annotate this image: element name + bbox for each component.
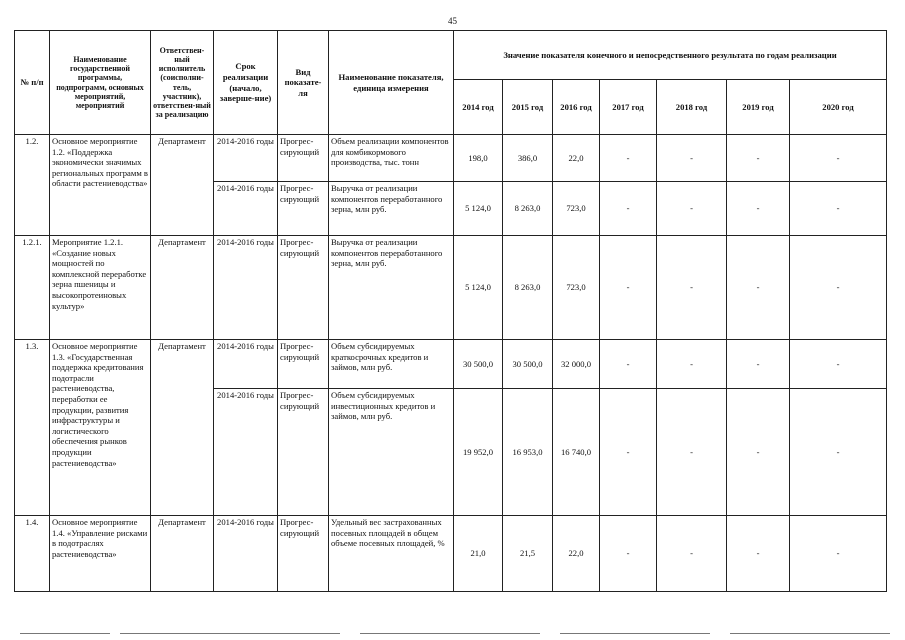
value-cell: - bbox=[790, 236, 887, 340]
row-period: 2014-2016 годы bbox=[214, 236, 278, 340]
row-executor: Департамент bbox=[151, 135, 214, 236]
value-cell: - bbox=[727, 135, 790, 182]
value-cell: 723,0 bbox=[553, 236, 600, 340]
header-values-group: Значение показателя конечного и непосредственного результата по годам реализации bbox=[454, 31, 887, 80]
row-type: Прогрес-сирующий bbox=[278, 236, 329, 340]
row-type: Прогрес-сирующий bbox=[278, 182, 329, 236]
value-cell: 22,0 bbox=[553, 135, 600, 182]
header-year: 2020 год bbox=[790, 80, 887, 135]
value-cell: - bbox=[727, 236, 790, 340]
value-cell: 19 952,0 bbox=[454, 389, 503, 516]
row-type: Прогрес-сирующий bbox=[278, 516, 329, 592]
value-cell: - bbox=[657, 389, 727, 516]
value-cell: 723,0 bbox=[553, 182, 600, 236]
value-cell: - bbox=[727, 182, 790, 236]
row-period: 2014-2016 годы bbox=[214, 389, 278, 516]
value-cell: 30 500,0 bbox=[503, 340, 553, 389]
header-year: 2018 год bbox=[657, 80, 727, 135]
row-indicator: Объем субсидируемых инвестиционных кредитов и займов, млн руб. bbox=[329, 389, 454, 516]
row-program: Основное мероприятие 1.4. «Управление рисками в подотраслях растениеводства» bbox=[50, 516, 151, 592]
value-cell: - bbox=[657, 236, 727, 340]
value-cell: 5 124,0 bbox=[454, 236, 503, 340]
value-cell: - bbox=[790, 340, 887, 389]
table-row bbox=[15, 516, 887, 592]
header-year: 2015 год bbox=[503, 80, 553, 135]
table-row bbox=[15, 236, 887, 340]
table-row bbox=[15, 135, 887, 182]
header-indicator: Наименование показателя, единица измерения bbox=[329, 31, 454, 135]
indicator-table bbox=[14, 30, 887, 592]
value-cell: 16 953,0 bbox=[503, 389, 553, 516]
row-indicator: Объем реализации компонентов для комбикормового производства, тыс. тонн bbox=[329, 135, 454, 182]
row-type: Прогрес-сирующий bbox=[278, 135, 329, 182]
value-cell: 22,0 bbox=[553, 516, 600, 592]
row-program: Мероприятие 1.2.1. «Создание новых мощностей по комплексной переработке зерна пшеницы и высокопротеиновых культур» bbox=[50, 236, 151, 340]
value-cell: - bbox=[600, 135, 657, 182]
value-cell: - bbox=[790, 182, 887, 236]
value-cell: 21,0 bbox=[454, 516, 503, 592]
value-cell: 30 500,0 bbox=[454, 340, 503, 389]
value-cell: - bbox=[727, 389, 790, 516]
header-year: 2017 год bbox=[600, 80, 657, 135]
value-cell: 5 124,0 bbox=[454, 182, 503, 236]
header-type: Вид показате-ля bbox=[278, 31, 329, 135]
row-type: Прогрес-сирующий bbox=[278, 389, 329, 516]
row-num: 1.4. bbox=[15, 516, 50, 592]
row-period: 2014-2016 годы bbox=[214, 182, 278, 236]
page-number: 45 bbox=[448, 16, 457, 26]
row-indicator: Выручка от реализации компонентов переработанного зерна, млн руб. bbox=[329, 236, 454, 340]
scan-edge-lines bbox=[0, 630, 905, 636]
value-cell: 32 000,0 bbox=[553, 340, 600, 389]
header-num: № п/п bbox=[15, 31, 50, 135]
header-period: Срок реализации (начало, заверше-ние) bbox=[214, 31, 278, 135]
value-cell: 8 263,0 bbox=[503, 236, 553, 340]
value-cell: 21,5 bbox=[503, 516, 553, 592]
value-cell: - bbox=[727, 340, 790, 389]
value-cell: - bbox=[790, 135, 887, 182]
row-executor: Департамент bbox=[151, 516, 214, 592]
value-cell: - bbox=[657, 135, 727, 182]
row-period: 2014-2016 годы bbox=[214, 516, 278, 592]
row-indicator: Выручка от реализации компонентов переработанного зерна, млн руб. bbox=[329, 182, 454, 236]
value-cell: 198,0 bbox=[454, 135, 503, 182]
value-cell: - bbox=[727, 516, 790, 592]
row-num: 1.2. bbox=[15, 135, 50, 236]
value-cell: - bbox=[600, 389, 657, 516]
value-cell: 8 263,0 bbox=[503, 182, 553, 236]
row-period: 2014-2016 годы bbox=[214, 135, 278, 182]
header-year: 2019 год bbox=[727, 80, 790, 135]
value-cell: - bbox=[600, 516, 657, 592]
table-header-row bbox=[15, 31, 887, 80]
value-cell: - bbox=[600, 236, 657, 340]
value-cell: - bbox=[600, 340, 657, 389]
header-year: 2016 год bbox=[553, 80, 600, 135]
value-cell: - bbox=[657, 182, 727, 236]
value-cell: - bbox=[790, 389, 887, 516]
row-type: Прогрес-сирующий bbox=[278, 340, 329, 389]
row-program: Основное мероприятие 1.2. «Поддержка экономически значимых региональных программ в области растениеводства» bbox=[50, 135, 151, 236]
value-cell: - bbox=[657, 340, 727, 389]
value-cell: 16 740,0 bbox=[553, 389, 600, 516]
row-program: Основное мероприятие 1.3. «Государственная поддержка кредитования подотрасли растениеводства, переработки ее продукции, развития инфраструктуры и логистического обеспечения рынков продукции растениеводства» bbox=[50, 340, 151, 516]
value-cell: - bbox=[657, 516, 727, 592]
value-cell: - bbox=[600, 182, 657, 236]
header-year: 2014 год bbox=[454, 80, 503, 135]
row-period: 2014-2016 годы bbox=[214, 340, 278, 389]
row-num: 1.3. bbox=[15, 340, 50, 516]
row-executor: Департамент bbox=[151, 236, 214, 340]
header-program: Наименование государственной программы, подпрограмм, основных мероприятий, мероприятий bbox=[50, 31, 151, 135]
row-num: 1.2.1. bbox=[15, 236, 50, 340]
table-row bbox=[15, 340, 887, 389]
header-executor: Ответствен-ный исполнитель (соисполни-тель, участник), ответствен-ный за реализацию bbox=[151, 31, 214, 135]
value-cell: 386,0 bbox=[503, 135, 553, 182]
value-cell: - bbox=[790, 516, 887, 592]
row-indicator: Объем субсидируемых краткосрочных кредитов и займов, млн руб. bbox=[329, 340, 454, 389]
row-executor: Департамент bbox=[151, 340, 214, 516]
row-indicator: Удельный вес застрахованных посевных площадей в общем объеме посевных площадей, % bbox=[329, 516, 454, 592]
